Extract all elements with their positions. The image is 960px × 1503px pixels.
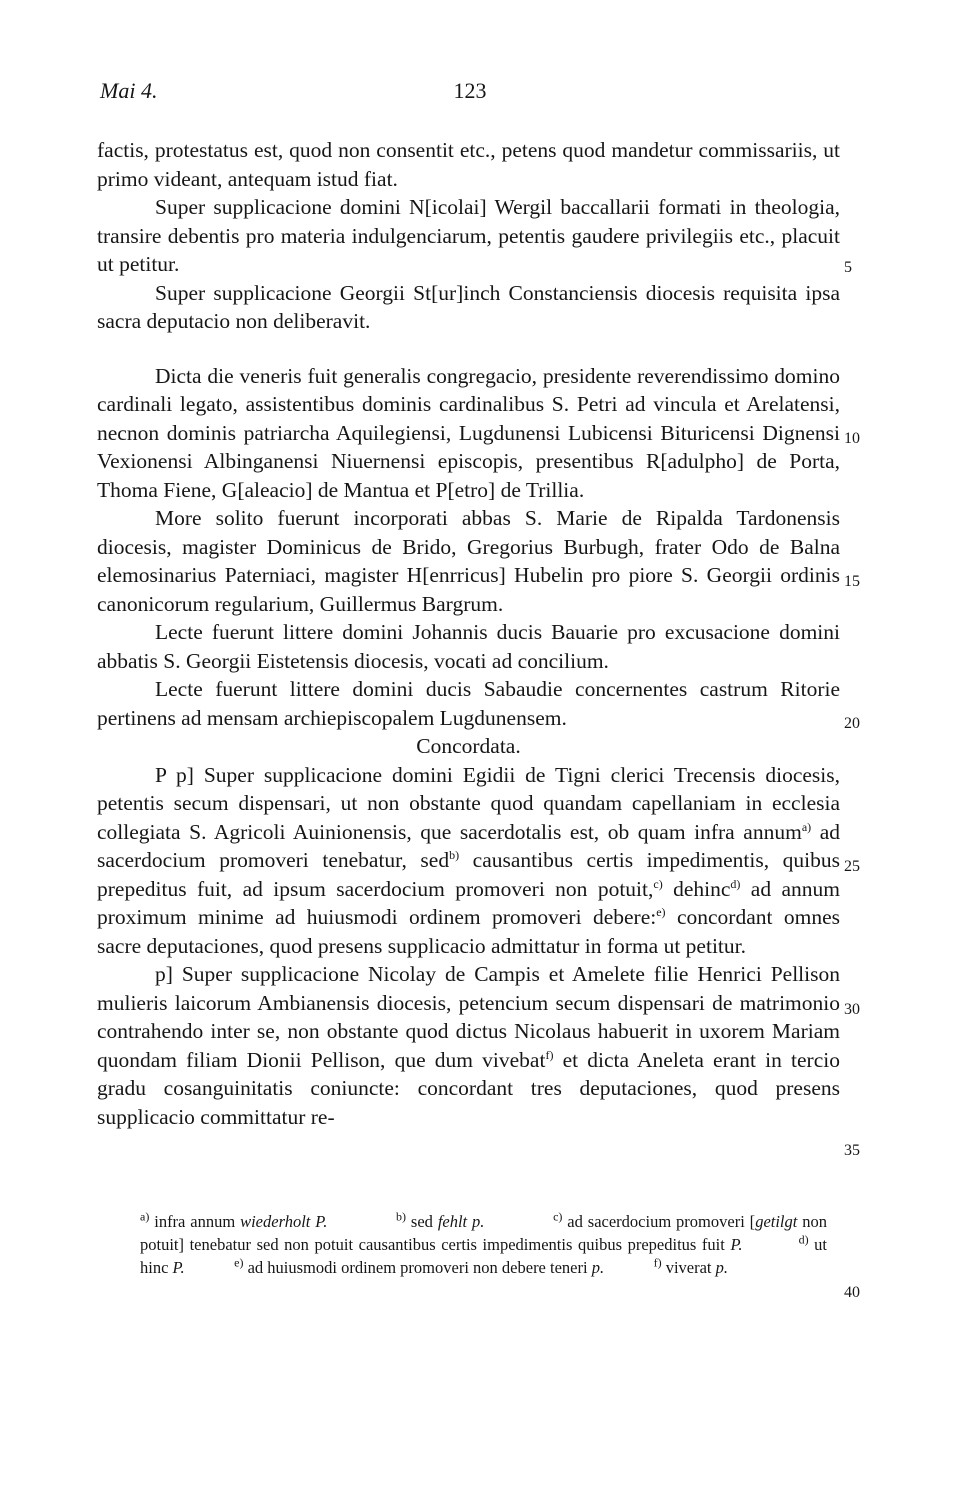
line-number: 40 [844,1284,860,1301]
line-number: 5 [844,259,852,276]
footnote-marker: c) [653,876,663,891]
paragraph: Lecte fuerunt littere domini Johannis ducis Bauarie pro excusacione domini abbatis S. Georgii Eistetensis diocesis, vocati ad concilium. [97,620,840,673]
text-segment: P p] Super supplicacione domini Egidii de Tigni clerici Trecensis diocesis, petentis secum dispensari, ut non obstante quod quandam capellaniam in ecclesia collegiata S. Agricoli Auinionensis, que sacerdotalis est, ob quam infra annum [97,762,840,844]
footnote-text: ad sacerdocium promoveri [ [562,1212,756,1231]
footnote-text: ad huiusmodi ordinem promoveri non debere teneri [243,1258,592,1277]
paragraph [97,761,840,961]
main-text [97,136,840,1131]
line-number: 20 [844,715,860,732]
footnote-marker: b) [449,847,460,862]
line-number: 15 [844,573,860,590]
line-number-margin [844,0,874,1503]
footnote-emphasis: wiederholt P. [240,1212,328,1231]
paragraph: Lecte fuerunt littere domini ducis Sabaudie concernentes castrum Ritorie pertinens ad mensam archiepiscopalem Lugdunensem. [97,677,840,730]
footnote-marker: f) [545,1047,554,1062]
paragraph: Super supplicacione domini N[icolai] Wergil baccallarii formati in theologia, transire debentis pro materia indulgenciarum, petentis gaudere privilegiis etc., placuit ut petitur. [97,195,840,276]
footnote-emphasis: p. [715,1258,729,1277]
footnote-text: sed [406,1212,438,1231]
text-segment: p] Super supplicacione Nicolay de Campis et Amelete filie Henrici Pellison mulieris laicorum Ambianensis diocesis, petencium secum dispensari de matrimonio contrahendo inter se, non obstante quod dictus Nicolaus habuerit in uxorem Mariam quondam filiam Dionii Pellison, que dum vivebat [97,962,840,1072]
text-segment: dehinc [662,876,731,901]
footnote-text: infra annum [149,1212,241,1231]
line-number: 35 [844,1142,860,1159]
paragraph: factis, protestatus est, quod non consentit etc., petens quod mandetur commissariis, ut primo videant, antequam istud fiat. [97,138,840,191]
footnote-emphasis: getilgt [755,1212,798,1231]
footnote-label: c) [553,1209,563,1224]
footnote-emphasis: p. [591,1258,605,1277]
footnote-label: d) [798,1232,809,1247]
footnotes [92,1210,827,1279]
footnote-marker: e) [656,904,666,919]
footnote-label: a) [140,1209,150,1224]
footnote-block [92,1210,827,1279]
footnote-text: viverat [661,1258,716,1277]
running-head: Mai 4. [100,78,158,103]
footnote-label: f) [653,1255,662,1270]
footnote-marker: a) [801,819,812,834]
footnote-marker: d) [730,876,741,891]
text-segment: ad annum proximum minime ad huiusmodi ordinem promoveri debere: [97,876,840,929]
line-number: 10 [844,430,860,447]
footnote-text: non potuit] tenebatur sed non potuit causantibus certis impedimentis quibus prepeditus fuit [140,1212,828,1254]
text-segment: causantibus certis impedimentis, quibus prepeditus fuit, ad ipsum sacerdocium promoveri non potuit, [97,848,840,901]
line-number: 25 [844,858,860,875]
paragraph: More solito fuerunt incorporati abbas S. Marie de Ripalda Tardonensis diocesis, magister Dominicus de Brido, Gregorius Burbugh, frater Odo de Balna elemosinarius Paterniaci, magister H[enrricus] Hubelin pro piore S. Georgii ordinis canonicorum regularium, Guillermus Bargrum. [97,506,840,616]
section-heading: Concordata. [416,734,521,758]
paragraph: Super supplicacione Georgii St[ur]inch Constanciensis diocesis requisita ipsa sacra deputacio non deliberavit. [97,280,840,333]
text-segment: concordant omnes sacre deputaciones, quod presens supplicacio admittatur in forma ut petitur. [97,905,840,958]
page-number: 123 [453,78,487,103]
text-segment: ad sacerdocium promoveri tenebatur, sed [97,819,840,872]
text-segment: et dicta Aneleta erant in tercio gradu cosanguinitatis coniuncte: concordant tres deputaciones, quod presens supplicacio committatur re- [97,1047,840,1129]
line-number: 30 [844,1001,860,1018]
footnote-label: b) [396,1209,406,1224]
footnote-emphasis: P. [172,1258,185,1277]
footnote-emphasis: fehlt p. [437,1212,485,1231]
page-header [100,78,840,108]
paragraph [97,960,840,1131]
paragraph: Dicta die veneris fuit generalis congregacio, presidente reverendissimo domino cardinali legato, assistentibus dominis cardinalibus S. Petri ad vincula et Arelatensi, necnon dominis patriarcha Aquilegiensi, Lugdunensi Lubicensi Bituricensi Dignensi Vexionensi Albinganensi Niuernensi episcopis, presentibus R[adulpho] de Porta, Thoma Fiene, G[aleacio] de Mantua et P[etro] de Trillia. [97,363,840,502]
footnote-text: ut hinc [140,1235,827,1277]
footnote-label: e) [234,1255,244,1270]
footnote-emphasis: P. [730,1235,743,1254]
